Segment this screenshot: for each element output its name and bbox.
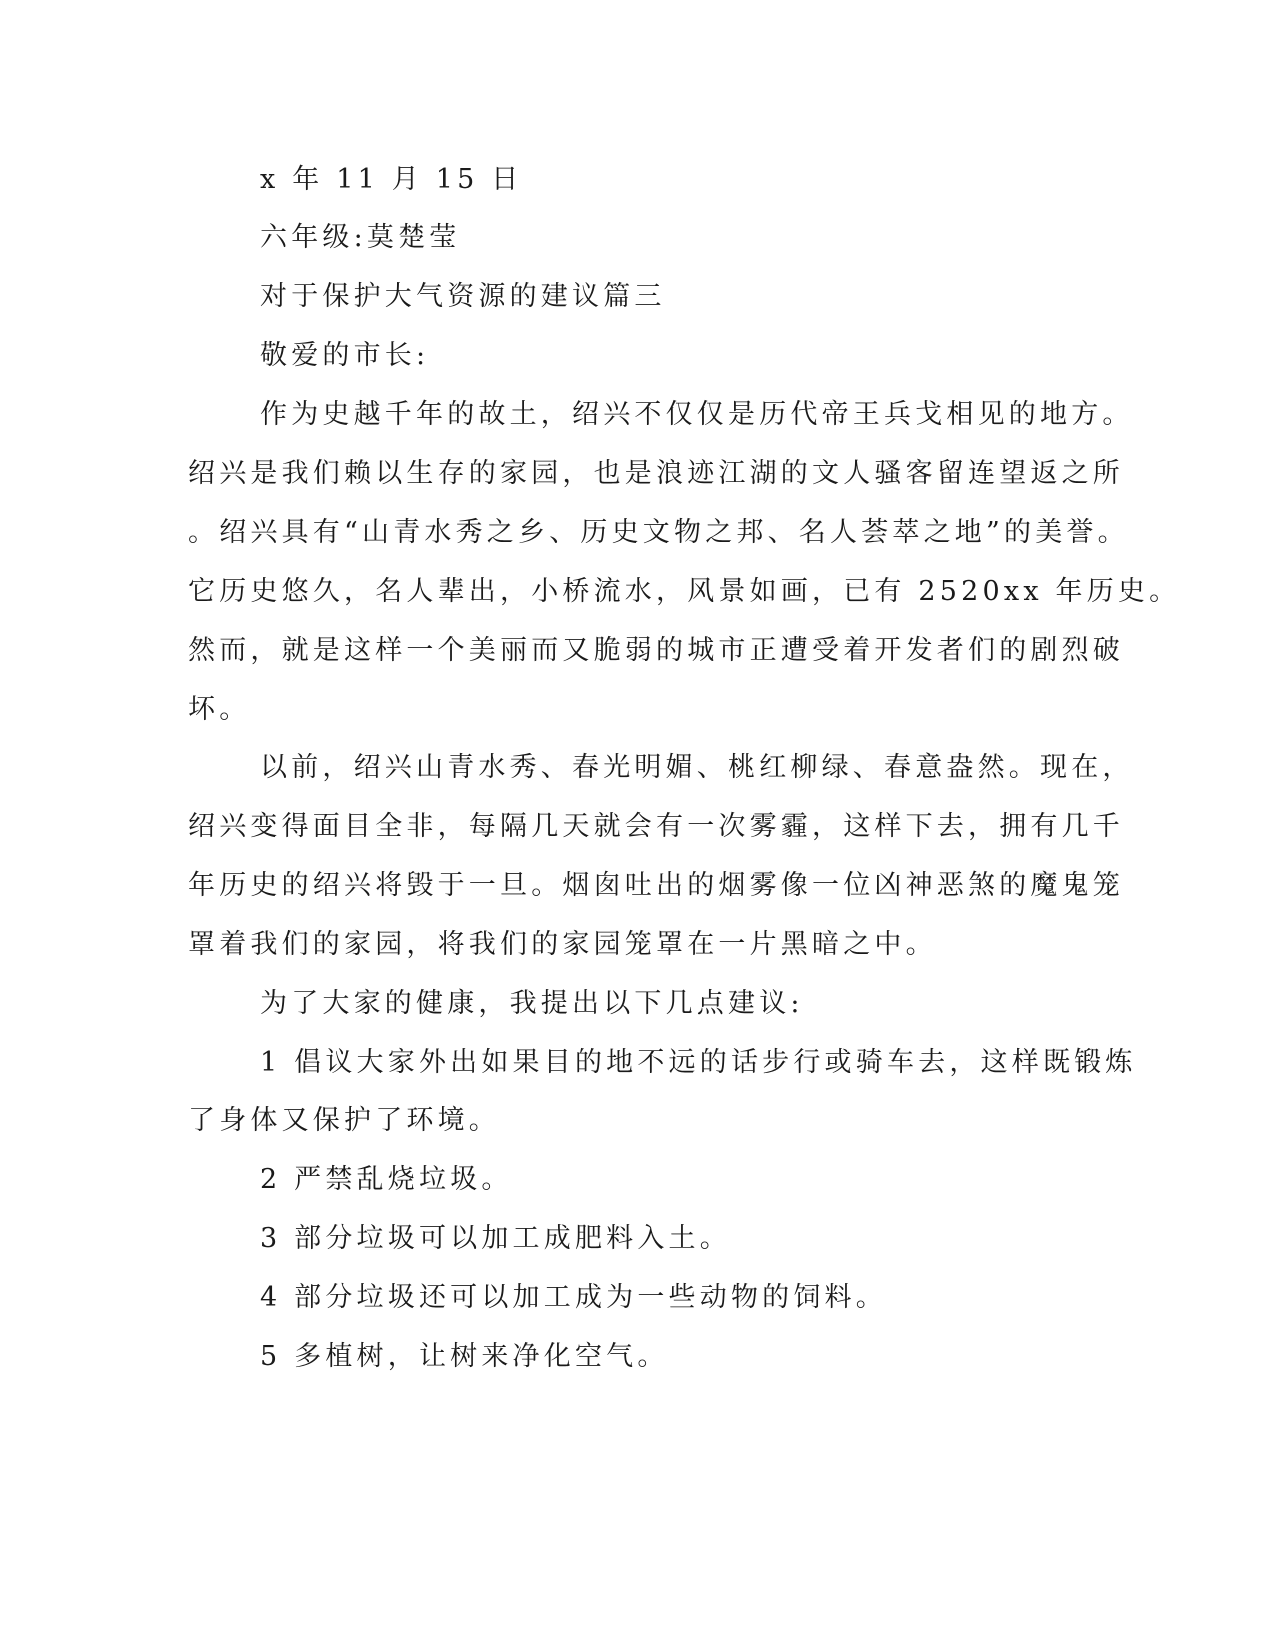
suggestion-intro: 为了大家的健康，我提出以下几点建议: <box>260 988 804 1019</box>
paragraph-1-line: 绍兴是我们赖以生存的家园，也是浪迹江湖的文人骚客留连望返之所 <box>188 458 1124 489</box>
section-title: 对于保护大气资源的建议篇三 <box>260 281 666 312</box>
suggestion-5: 5 多植树，让树来净化空气。 <box>260 1341 669 1372</box>
paragraph-1-line: 。绍兴具有“山青水秀之乡、历史文物之邦、名人荟萃之地”的美誉。 <box>188 517 1129 548</box>
paragraph-1-line: 它历史悠久，名人辈出，小桥流水，风景如画，已有 2520xx 年历史。 <box>188 576 1181 607</box>
paragraph-2-line: 罩着我们的家园，将我们的家园笼罩在一片黑暗之中。 <box>188 929 937 960</box>
suggestion-2: 2 严禁乱烧垃圾。 <box>260 1164 513 1195</box>
suggestion-4: 4 部分垃圾还可以加工成为一些动物的饲料。 <box>260 1282 887 1313</box>
salutation: 敬爱的市长: <box>260 340 430 371</box>
author-line: 六年级:莫楚莹 <box>260 222 461 253</box>
paragraph-2-line: 年历史的绍兴将毁于一旦。烟囱吐出的烟雾像一位凶神恶煞的魔鬼笼 <box>188 870 1124 901</box>
paragraph-2-line: 绍兴变得面目全非，每隔几天就会有一次雾霾，这样下去，拥有几千 <box>188 811 1124 842</box>
paragraph-1-line: 作为史越千年的故土，绍兴不仅仅是历代帝王兵戈相见的地方。 <box>260 399 1134 430</box>
paragraph-2-line: 以前，绍兴山青水秀、春光明媚、桃红柳绿、春意盎然。现在， <box>260 752 1134 783</box>
suggestion-3: 3 部分垃圾可以加工成肥料入土。 <box>260 1223 731 1254</box>
suggestion-1-continued: 了身体又保护了环境。 <box>188 1105 500 1136</box>
date-line: x 年 11 月 15 日 <box>260 164 523 195</box>
suggestion-1: 1 倡议大家外出如果目的地不远的话步行或骑车去，这样既锻炼 <box>260 1047 1137 1078</box>
paragraph-1-line: 坏。 <box>188 694 251 725</box>
paragraph-1-line: 然而，就是这样一个美丽而又脆弱的城市正遭受着开发者们的剧烈破 <box>188 635 1124 666</box>
